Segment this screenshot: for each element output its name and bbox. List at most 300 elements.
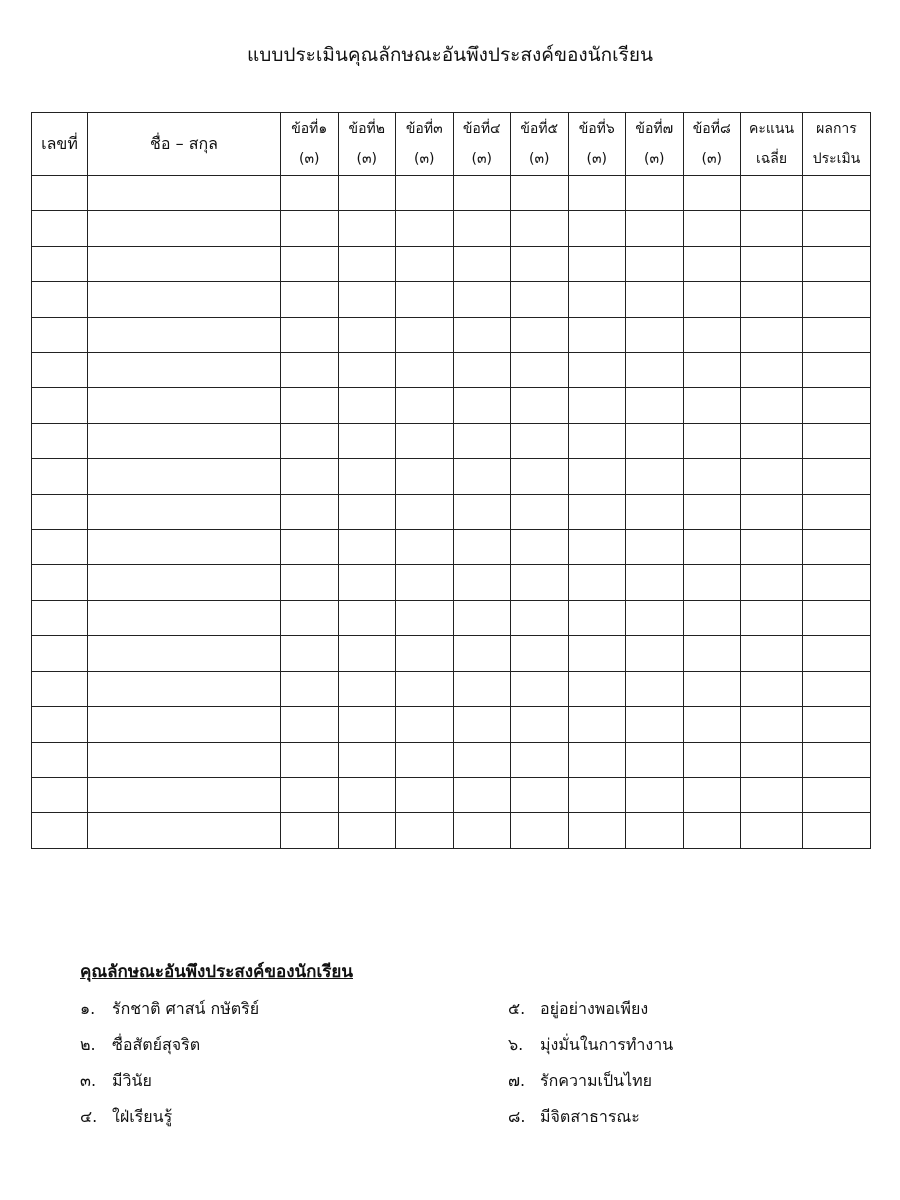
table-cell[interactable] (511, 600, 569, 635)
legend-item-text: รักชาติ ศาสน์ กษัตริย์ (112, 999, 260, 1018)
table-cell[interactable] (281, 423, 339, 458)
table-cell[interactable] (683, 282, 741, 317)
table-cell[interactable] (511, 707, 569, 742)
table-cell[interactable] (803, 423, 871, 458)
table-cell[interactable] (32, 742, 88, 777)
table-cell[interactable] (626, 282, 684, 317)
table-cell[interactable] (396, 600, 454, 635)
header-item-max: (๓) (356, 151, 377, 167)
header-item-max: (๓) (414, 151, 435, 167)
table-cell[interactable] (626, 459, 684, 494)
table-cell[interactable] (396, 423, 454, 458)
table-cell[interactable] (511, 459, 569, 494)
table-cell[interactable] (511, 530, 569, 565)
table-cell[interactable] (32, 565, 88, 600)
table-cell[interactable] (626, 423, 684, 458)
table-cell[interactable] (626, 777, 684, 812)
table-cell[interactable] (88, 317, 281, 352)
table-cell[interactable] (803, 671, 871, 706)
table-cell[interactable] (396, 317, 454, 352)
table-cell[interactable] (281, 494, 339, 529)
table-row (32, 530, 871, 565)
table-cell[interactable] (741, 211, 803, 246)
table-cell[interactable] (568, 636, 626, 671)
table-cell[interactable] (32, 494, 88, 529)
table-cell[interactable] (32, 600, 88, 635)
table-cell[interactable] (626, 530, 684, 565)
table-cell[interactable] (281, 530, 339, 565)
header-item-label: ข้อที่๖ (578, 121, 615, 137)
table-cell[interactable] (32, 282, 88, 317)
table-cell[interactable] (568, 423, 626, 458)
table-cell[interactable] (338, 423, 396, 458)
table-row (32, 777, 871, 812)
table-cell[interactable] (803, 459, 871, 494)
table-cell[interactable] (396, 636, 454, 671)
table-cell[interactable] (803, 636, 871, 671)
legend-item-text: อยู่อย่างพอเพียง (540, 999, 649, 1018)
table-cell[interactable] (803, 388, 871, 423)
table-cell[interactable] (803, 353, 871, 388)
table-cell[interactable] (338, 211, 396, 246)
table-cell[interactable] (683, 423, 741, 458)
legend-item (80, 997, 508, 1022)
table-cell[interactable] (338, 671, 396, 706)
table-row (32, 282, 871, 317)
table-cell[interactable] (453, 176, 511, 211)
table-cell[interactable] (88, 813, 281, 849)
table-cell[interactable] (683, 176, 741, 211)
legend (80, 958, 840, 1130)
table-cell[interactable] (396, 353, 454, 388)
table-cell[interactable] (803, 176, 871, 211)
legend-item-number: ๘. (508, 1107, 526, 1126)
table-row (32, 742, 871, 777)
legend-item-number: ๓. (80, 1071, 97, 1090)
table-cell[interactable] (88, 353, 281, 388)
table-cell[interactable] (683, 246, 741, 281)
table-cell[interactable] (511, 211, 569, 246)
legend-item (80, 1105, 508, 1130)
table-cell[interactable] (281, 246, 339, 281)
header-item-max: (๓) (299, 151, 320, 167)
header-item-max: (๓) (529, 151, 550, 167)
table-cell[interactable] (88, 176, 281, 211)
table-cell[interactable] (741, 353, 803, 388)
table-cell[interactable] (568, 565, 626, 600)
table-cell[interactable] (453, 707, 511, 742)
table-cell[interactable] (32, 530, 88, 565)
table-cell[interactable] (453, 813, 511, 849)
table-cell[interactable] (88, 282, 281, 317)
legend-item-number: ๗. (508, 1071, 526, 1090)
header-item-4 (453, 113, 511, 176)
table-cell[interactable] (626, 494, 684, 529)
header-result (803, 113, 871, 176)
table-cell[interactable] (803, 494, 871, 529)
table-cell[interactable] (741, 707, 803, 742)
table-header-row (32, 113, 871, 176)
table-cell[interactable] (88, 211, 281, 246)
table-cell[interactable] (683, 813, 741, 849)
table-cell[interactable] (568, 317, 626, 352)
legend-item-text: ใฝ่เรียนรู้ (112, 1107, 173, 1126)
table-cell[interactable] (568, 282, 626, 317)
table-cell[interactable] (396, 565, 454, 600)
header-item-max: (๓) (644, 151, 665, 167)
table-cell[interactable] (568, 530, 626, 565)
table-cell[interactable] (338, 813, 396, 849)
table-cell[interactable] (338, 600, 396, 635)
table-row (32, 246, 871, 281)
table-cell[interactable] (453, 459, 511, 494)
header-result-line2: ประเมิน (812, 151, 861, 167)
table-cell[interactable] (683, 777, 741, 812)
table-cell[interactable] (511, 282, 569, 317)
table-cell[interactable] (741, 530, 803, 565)
table-cell[interactable] (32, 246, 88, 281)
table-cell[interactable] (396, 459, 454, 494)
table-cell[interactable] (741, 671, 803, 706)
legend-item-number: ๑. (80, 999, 96, 1018)
table-cell[interactable] (683, 530, 741, 565)
table-cell[interactable] (281, 707, 339, 742)
table-cell[interactable] (338, 707, 396, 742)
table-cell[interactable] (32, 176, 88, 211)
table-row (32, 565, 871, 600)
table-cell[interactable] (626, 600, 684, 635)
table-cell[interactable] (32, 707, 88, 742)
header-item-label: ข้อที่๒ (348, 121, 385, 137)
table-cell[interactable] (568, 388, 626, 423)
table-cell[interactable] (568, 176, 626, 211)
table-cell[interactable] (803, 282, 871, 317)
table-cell[interactable] (511, 742, 569, 777)
table-cell[interactable] (338, 494, 396, 529)
table-cell[interactable] (626, 246, 684, 281)
table-cell[interactable] (32, 353, 88, 388)
table-cell[interactable] (396, 211, 454, 246)
table-cell[interactable] (338, 246, 396, 281)
table-cell[interactable] (683, 636, 741, 671)
table-cell[interactable] (88, 671, 281, 706)
table-cell[interactable] (803, 246, 871, 281)
table-cell[interactable] (741, 636, 803, 671)
table-cell[interactable] (396, 530, 454, 565)
table-cell[interactable] (511, 246, 569, 281)
table-cell[interactable] (281, 813, 339, 849)
table-cell[interactable] (626, 565, 684, 600)
table-cell[interactable] (281, 211, 339, 246)
table-cell[interactable] (741, 494, 803, 529)
header-item-6 (568, 113, 626, 176)
table-cell[interactable] (568, 459, 626, 494)
table-cell[interactable] (281, 176, 339, 211)
table-cell[interactable] (396, 388, 454, 423)
table-cell[interactable] (511, 565, 569, 600)
legend-item-number: ๖. (508, 1035, 524, 1054)
table-cell[interactable] (683, 317, 741, 352)
table-cell[interactable] (338, 176, 396, 211)
table-cell[interactable] (683, 565, 741, 600)
table-cell[interactable] (511, 176, 569, 211)
table-row (32, 353, 871, 388)
table-cell[interactable] (803, 813, 871, 849)
table-cell[interactable] (88, 742, 281, 777)
table-cell[interactable] (453, 246, 511, 281)
table-cell[interactable] (32, 211, 88, 246)
table-cell[interactable] (803, 317, 871, 352)
table-cell[interactable] (396, 813, 454, 849)
table-cell[interactable] (338, 565, 396, 600)
table-cell[interactable] (626, 353, 684, 388)
table-row (32, 707, 871, 742)
table-row (32, 494, 871, 529)
table-cell[interactable] (32, 777, 88, 812)
evaluation-table (31, 112, 871, 849)
header-item-label: ข้อที่๓ (405, 121, 443, 137)
table-cell[interactable] (338, 530, 396, 565)
table-cell[interactable] (281, 459, 339, 494)
table-cell[interactable] (741, 565, 803, 600)
table-cell[interactable] (396, 494, 454, 529)
table-cell[interactable] (511, 777, 569, 812)
table-cell[interactable] (511, 671, 569, 706)
header-item-label: ข้อที่๕ (520, 121, 559, 137)
table-cell[interactable] (511, 388, 569, 423)
table-row (32, 671, 871, 706)
table-cell[interactable] (396, 246, 454, 281)
table-cell[interactable] (88, 707, 281, 742)
legend-item (508, 1105, 808, 1130)
table-cell[interactable] (803, 530, 871, 565)
table-cell[interactable] (32, 459, 88, 494)
table-cell[interactable] (88, 600, 281, 635)
table-cell[interactable] (88, 530, 281, 565)
table-cell[interactable] (453, 530, 511, 565)
table-cell[interactable] (511, 353, 569, 388)
table-cell[interactable] (281, 742, 339, 777)
header-number: เลขที่ (32, 113, 88, 176)
table-cell[interactable] (453, 565, 511, 600)
table-cell[interactable] (88, 388, 281, 423)
table-row (32, 211, 871, 246)
table-cell[interactable] (338, 282, 396, 317)
table-cell[interactable] (396, 671, 454, 706)
table-cell[interactable] (626, 176, 684, 211)
table-cell[interactable] (88, 777, 281, 812)
table-cell[interactable] (281, 565, 339, 600)
table-cell[interactable] (683, 388, 741, 423)
table-cell[interactable] (568, 211, 626, 246)
table-cell[interactable] (396, 707, 454, 742)
table-cell[interactable] (88, 423, 281, 458)
table-cell[interactable] (803, 777, 871, 812)
header-item-max: (๓) (586, 151, 607, 167)
table-cell[interactable] (683, 707, 741, 742)
header-item-max: (๓) (471, 151, 492, 167)
table-cell[interactable] (338, 742, 396, 777)
table-cell[interactable] (511, 636, 569, 671)
legend-item (80, 1069, 508, 1094)
table-cell[interactable] (88, 494, 281, 529)
header-item-label: ข้อที่๑ (291, 121, 328, 137)
table-cell[interactable] (683, 600, 741, 635)
table-cell[interactable] (396, 777, 454, 812)
table-cell[interactable] (741, 423, 803, 458)
table-cell[interactable] (396, 742, 454, 777)
table-cell[interactable] (32, 671, 88, 706)
table-cell[interactable] (803, 742, 871, 777)
table-cell[interactable] (453, 494, 511, 529)
table-cell[interactable] (568, 246, 626, 281)
table-cell[interactable] (88, 459, 281, 494)
table-cell[interactable] (453, 600, 511, 635)
table-cell[interactable] (281, 353, 339, 388)
table-cell[interactable] (453, 777, 511, 812)
table-row (32, 636, 871, 671)
table-cell[interactable] (281, 317, 339, 352)
legend-title: คุณลักษณะอันพึงประสงค์ของนักเรียน (80, 962, 353, 982)
table-cell[interactable] (338, 777, 396, 812)
table-row (32, 423, 871, 458)
table-cell[interactable] (88, 246, 281, 281)
table-cell[interactable] (626, 636, 684, 671)
table-cell[interactable] (741, 459, 803, 494)
table-cell[interactable] (626, 742, 684, 777)
header-item-label: ข้อที่๗ (635, 121, 674, 137)
table-cell[interactable] (32, 636, 88, 671)
table-cell[interactable] (32, 388, 88, 423)
table-cell[interactable] (568, 353, 626, 388)
table-cell[interactable] (453, 282, 511, 317)
table-cell[interactable] (453, 423, 511, 458)
table-cell[interactable] (568, 777, 626, 812)
table-cell[interactable] (511, 494, 569, 529)
header-item-1 (281, 113, 339, 176)
table-cell[interactable] (338, 636, 396, 671)
table-cell[interactable] (88, 636, 281, 671)
table-cell[interactable] (741, 777, 803, 812)
table-cell[interactable] (626, 707, 684, 742)
legend-item-number: ๒. (80, 1035, 96, 1054)
table-cell[interactable] (683, 742, 741, 777)
header-item-2 (338, 113, 396, 176)
table-cell[interactable] (511, 813, 569, 849)
legend-item (80, 1033, 508, 1058)
table-cell[interactable] (281, 282, 339, 317)
table-cell[interactable] (626, 813, 684, 849)
table-cell[interactable] (741, 813, 803, 849)
table-cell[interactable] (803, 565, 871, 600)
table-cell[interactable] (453, 671, 511, 706)
header-average-line1: คะแนน (748, 121, 795, 137)
legend-list (80, 997, 840, 1130)
table-cell[interactable] (568, 813, 626, 849)
table-cell[interactable] (803, 211, 871, 246)
table-cell[interactable] (683, 494, 741, 529)
table-cell[interactable] (32, 423, 88, 458)
header-item-max: (๓) (701, 151, 722, 167)
table-cell[interactable] (568, 494, 626, 529)
table-cell[interactable] (281, 600, 339, 635)
header-name: ชื่อ – สกุล (88, 113, 281, 176)
table-cell[interactable] (803, 600, 871, 635)
table-cell[interactable] (281, 671, 339, 706)
table-cell[interactable] (453, 211, 511, 246)
table-cell[interactable] (626, 671, 684, 706)
table-cell[interactable] (741, 246, 803, 281)
header-item-label: ข้อที่๔ (462, 121, 501, 137)
table-cell[interactable] (338, 353, 396, 388)
table-cell[interactable] (281, 636, 339, 671)
table-cell[interactable] (683, 353, 741, 388)
table-cell[interactable] (568, 742, 626, 777)
table-cell[interactable] (741, 282, 803, 317)
legend-item-text: ซื่อสัตย์สุจริต (112, 1035, 201, 1054)
table-cell[interactable] (683, 671, 741, 706)
table-cell[interactable] (338, 317, 396, 352)
table-row (32, 459, 871, 494)
table-cell[interactable] (803, 707, 871, 742)
table-row (32, 388, 871, 423)
table-cell[interactable] (511, 423, 569, 458)
table-cell[interactable] (741, 388, 803, 423)
header-item-3 (396, 113, 454, 176)
table-cell[interactable] (32, 317, 88, 352)
header-item-8 (683, 113, 741, 176)
table-cell[interactable] (683, 211, 741, 246)
header-item-label: ข้อที่๘ (692, 121, 731, 137)
table-cell[interactable] (453, 388, 511, 423)
page-title: แบบประเมินคุณลักษณะอันพึงประสงค์ของนักเรียน (247, 44, 653, 66)
table-row (32, 813, 871, 849)
legend-item-text: มีจิตสาธารณะ (540, 1107, 640, 1126)
legend-item-text: มีวินัย (112, 1071, 152, 1090)
table-cell[interactable] (626, 388, 684, 423)
table-cell[interactable] (568, 707, 626, 742)
table-cell[interactable] (626, 211, 684, 246)
table-cell[interactable] (338, 459, 396, 494)
table-cell[interactable] (281, 777, 339, 812)
table-cell[interactable] (626, 317, 684, 352)
table-cell[interactable] (741, 176, 803, 211)
table-cell[interactable] (453, 353, 511, 388)
table-cell[interactable] (741, 742, 803, 777)
table-cell[interactable] (396, 282, 454, 317)
table-cell[interactable] (88, 565, 281, 600)
legend-item (508, 1033, 808, 1058)
header-item-5 (511, 113, 569, 176)
table-cell[interactable] (453, 317, 511, 352)
table-cell[interactable] (568, 600, 626, 635)
table-cell[interactable] (741, 600, 803, 635)
table-cell[interactable] (741, 317, 803, 352)
table-cell[interactable] (281, 388, 339, 423)
table-cell[interactable] (568, 671, 626, 706)
header-average-line2: เฉลี่ย (755, 151, 788, 167)
table-cell[interactable] (453, 636, 511, 671)
table-row (32, 600, 871, 635)
legend-item-text: รักความเป็นไทย (540, 1071, 653, 1090)
table-cell[interactable] (338, 388, 396, 423)
table-cell[interactable] (683, 459, 741, 494)
table-cell[interactable] (511, 317, 569, 352)
table-cell[interactable] (453, 742, 511, 777)
table-cell[interactable] (32, 813, 88, 849)
table-body (32, 176, 871, 849)
table-cell[interactable] (396, 176, 454, 211)
